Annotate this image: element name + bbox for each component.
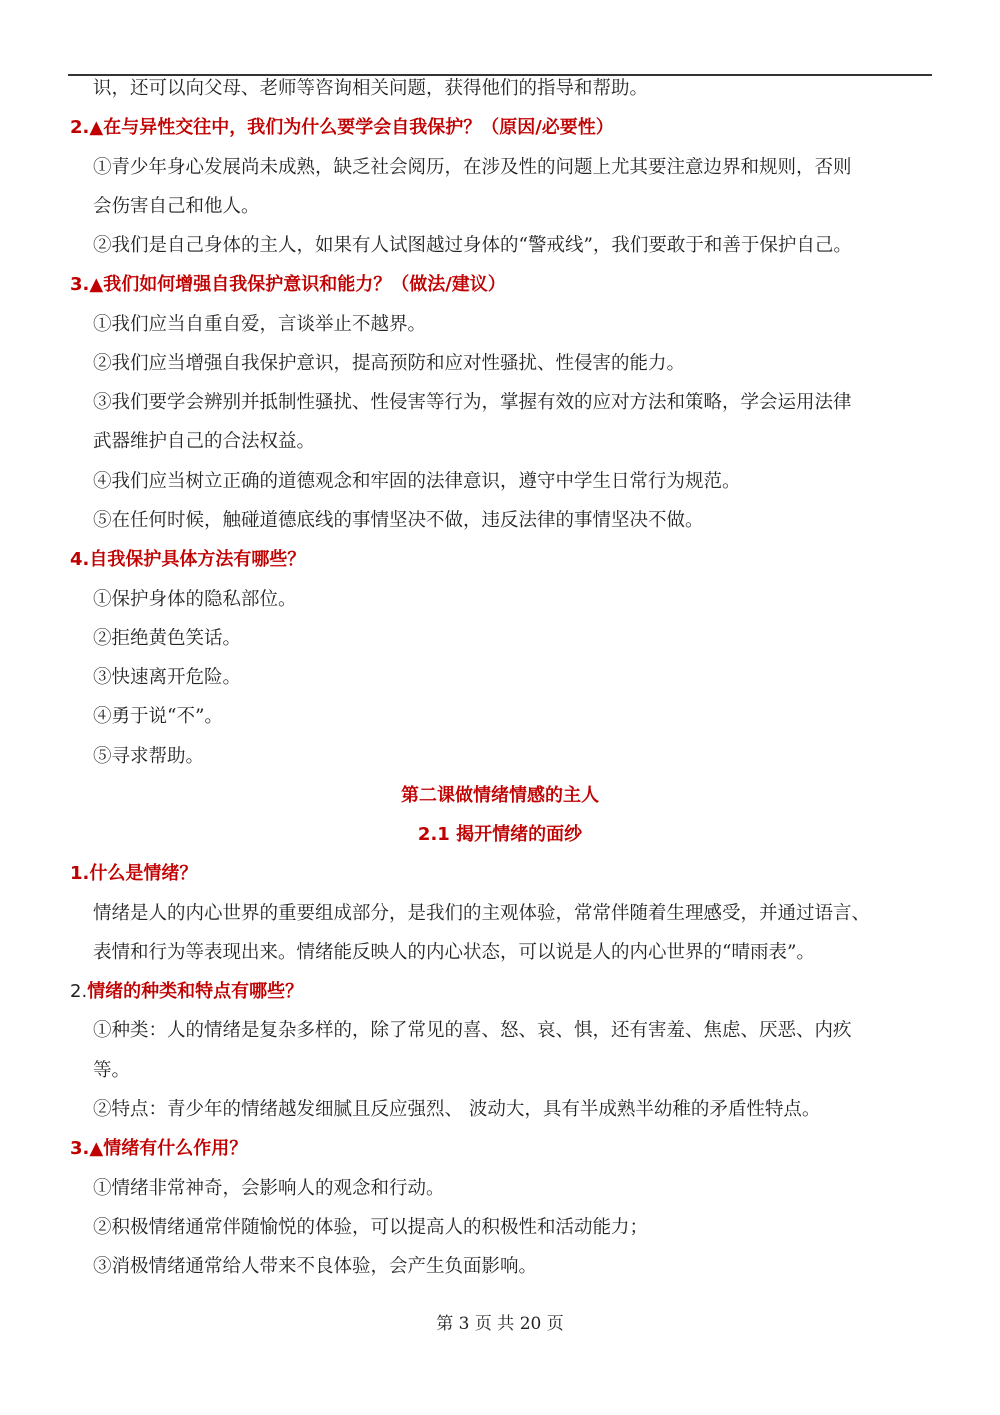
line-text: ①情绪非常神奇，会影响人的观念和行动。: [93, 1177, 445, 1199]
body-text-line: [93, 194, 260, 220]
line-text: ②拒绝黄色笑话。: [93, 627, 242, 649]
body-text-line: [93, 390, 852, 416]
body-text-line: [93, 469, 741, 495]
section-title: [0, 822, 1000, 848]
body-text-line: [93, 744, 204, 770]
line-text: 识，还可以向父母、老师等咨询相关问题，获得他们的指导和帮助。: [93, 78, 649, 99]
body-text-line: [93, 901, 870, 927]
question-heading: [70, 979, 303, 1005]
line-text: ①青少年身心发展尚未成熟，缺乏社会阅历，在涉及性的问题上尤其要注意边界和规则，否则: [93, 156, 852, 178]
line-text: 4.自我保护具体方法有哪些？: [70, 549, 306, 571]
line-text: 会伤害自己和他人。: [93, 195, 260, 217]
body-text-line: [93, 626, 241, 652]
line-text: ④我们应当树立正确的道德观念和牢固的法律意识，遵守中学生日常行为规范。: [93, 470, 741, 492]
question-heading: [70, 861, 197, 887]
question-heading: [70, 547, 305, 573]
line-text: ④勇于说“不”。: [93, 706, 223, 728]
body-text-line: [93, 233, 852, 259]
body-text-line: [93, 1018, 852, 1044]
line-text: 3.▲情绪有什么作用？: [70, 1138, 248, 1160]
body-text-line: [93, 665, 241, 691]
body-text-line: [93, 155, 852, 181]
line-text: ③我们要学会辨别并抵制性骚扰、性侵害等行为，掌握有效的应对方法和策略，学会运用法律: [93, 392, 852, 414]
line-text: 表情和行为等表现出来。情绪能反映人的内心状态，可以说是人的内心世界的“晴雨表”。: [93, 941, 815, 963]
question-heading: [70, 1136, 247, 1162]
line-text: ②积极情绪通常伴随愉悦的体验，可以提高人的积极性和活动能力；: [93, 1216, 649, 1238]
body-text-line: [93, 1215, 648, 1241]
body-text-line: [93, 508, 704, 534]
section-title: [0, 783, 1000, 809]
line-text: ⑤在任何时候，触碰道德底线的事情坚决不做，违反法律的事情坚决不做。: [93, 509, 704, 531]
line-text: 3.▲我们如何增强自我保护意识和能力？（做法/建议）: [70, 274, 506, 296]
line-text: ③消极情绪通常给人带来不良体验，会产生负面影响。: [93, 1256, 538, 1278]
body-text-line: [93, 429, 315, 455]
body-text-line: [93, 1254, 537, 1280]
body-text-line: [93, 940, 815, 966]
line-text: ①种类：人的情绪是复杂多样的，除了常见的喜、怒、哀、惧，还有害羞、焦虑、厌恶、内疚: [93, 1020, 852, 1042]
line-text: ②我们应当增强自我保护意识，提高预防和应对性骚扰、性侵害的能力。: [93, 352, 686, 374]
question-heading: [70, 115, 614, 141]
line-text: ⑤寻求帮助。: [93, 745, 205, 767]
line-text: 情绪是人的内心世界的重要组成部分，是我们的主观体验，常常伴随着生理感受，并通过语言、: [93, 902, 871, 924]
heading-number: 2.: [70, 981, 88, 1003]
body-text-line: [93, 351, 685, 377]
body-text-line: [93, 1097, 820, 1123]
line-text: 情绪的种类和特点有哪些？: [87, 981, 304, 1003]
page-footer: 第 3 页 共 20 页: [436, 1314, 564, 1334]
line-text: ③快速离开危险。: [93, 667, 242, 689]
line-text: ②特点：青少年的情绪越发细腻且反应强烈、 波动大，具有半成熟半幼稚的矛盾性特点。: [93, 1099, 821, 1121]
body-text-line: [93, 312, 426, 338]
line-text: ②我们是自己身体的主人，如果有人试图越过身体的“警戒线”，我们要敢于和善于保护自己。: [93, 235, 852, 257]
body-text-line: [93, 1058, 130, 1084]
line-text: ①保护身体的隐私部位。: [93, 588, 297, 610]
line-text: ①我们应当自重自爱，言谈举止不越界。: [93, 313, 427, 335]
line-text: 武器维护自己的合法权益。: [93, 431, 316, 453]
body-text-line: [93, 587, 297, 613]
body-text-line: [93, 76, 648, 102]
line-text: 1.什么是情绪？: [70, 863, 198, 885]
line-text: 等。: [93, 1059, 131, 1081]
line-text: 2.▲在与异性交往中，我们为什么要学会自我保护？（原因/必要性）: [70, 117, 614, 139]
question-heading: [70, 272, 506, 298]
body-text-line: [93, 704, 223, 730]
line-text: 第二课做情绪情感的主人: [401, 784, 599, 806]
body-text-line: [93, 1176, 445, 1202]
line-text: 2.1 揭开情绪的面纱: [417, 824, 583, 846]
